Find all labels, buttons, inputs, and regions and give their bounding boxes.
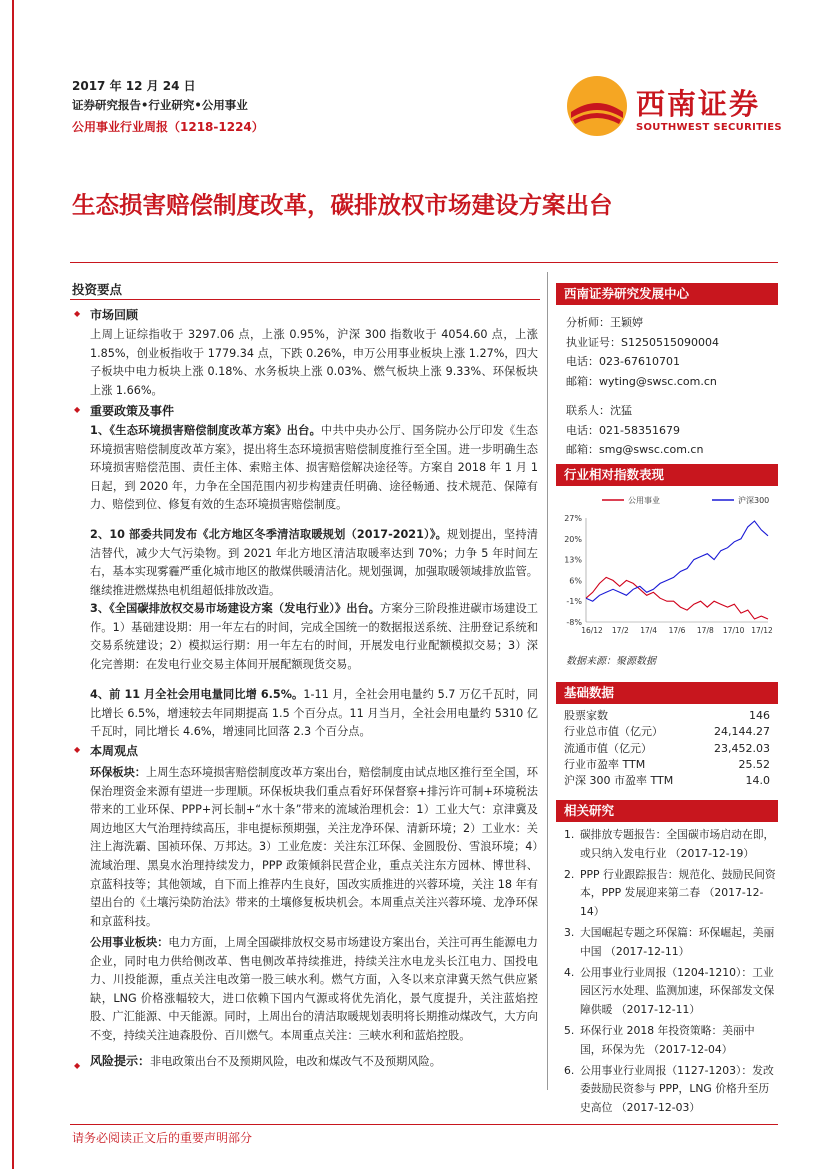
highlights-divider bbox=[70, 299, 540, 300]
report-series: 公用事业行业周报（1218-1224） bbox=[72, 120, 264, 134]
policy-item-4-text: 1-11 月，全社会用电量约 5.7 万亿千瓦时，同比增长 6.5%，增速较去年同期提高 1.5 个百分点。11 月当月，全社会用电量约 5310 亿千瓦时，同比增长 4.6%，增速同比回落 2.3 个百分点。 bbox=[90, 688, 538, 739]
research-center-header: 西南证券研究发展中心 bbox=[556, 283, 778, 305]
x-tick-label: 17/10 bbox=[722, 626, 745, 635]
utility-sector-view bbox=[90, 934, 538, 1046]
y-tick-label: 20% bbox=[564, 534, 582, 544]
basic-data-key: 流通市值（亿元） bbox=[564, 741, 652, 755]
policy-item-3-lead: 3、《全国碳排放权交易市场建设方案（发电行业）》出台。 bbox=[90, 602, 381, 615]
weekly-view-heading: ◆ 本周观点 bbox=[90, 742, 138, 759]
env-sector-view bbox=[90, 764, 538, 931]
env-sector-text: 上周生态环境损害赔偿制度改革方案出台，赔偿制度由试点地区推行至全国，环保治理资金来源有望进一步理顺。环保板块我们重点看好环保督察+排污许可制+环境税法带来的工业环保、PPP+河长制+“水十条”带来的流域治理机会：1）工业大气：京津冀及周边地区大气治理持续高压，非电提标预期强，关注龙净环保、清新环境；2）工业水：关注上海洗霸、国祯环保、万邦达。3）工业危废：关注东江环保、金圆股份、雪浪环境；4）流域治理、黑臭水治理持续发力，PPP 政策倾斜民营企业，重点关注东方园林、博世科、京蓝科技等；其他领域，自下而上推荐内生良好，国改实质推进的兴蓉环境，关注 18 年有望出台的《土壤污染防治法》带来的土壤修复板块机会。本周重点关注兴蓉环境、龙净环保和京蓝科技。 bbox=[90, 766, 538, 928]
utility-sector-text: 电力方面，上周全国碳排放权交易市场建设方案出台，关注可再生能源电力企业，同时电力供给侧改革、售电侧改革持续推进，持续关注水电龙头长江电力、国投电力、川投能源，重点关注电改第一股三峡水利。燃气方面，入冬以来京津冀天然气供应紧缺，LNG 价格涨幅较大，进口依赖下国内气源或将优先消化，景气度提升，关注蓝焰控股、广汇能源、中天能源。同时，上周出台的清洁取暖规划表明将长期推动煤改气，大方向不变，持续关注迪森股份、百川燃气。本周重点关注：三峡水利和蓝焰控股。 bbox=[90, 936, 538, 1042]
policy-events-heading: ◆ 重要政策及事件 bbox=[90, 402, 174, 419]
footer-disclaimer: 请务必阅读正文后的重要声明部分 bbox=[72, 1131, 253, 1145]
legend-label: 公用事业 bbox=[628, 496, 660, 505]
series-line bbox=[586, 577, 768, 619]
related-research-item[interactable] bbox=[564, 924, 776, 962]
env-sector-lead: 环保板块： bbox=[90, 766, 146, 779]
y-tick-label: 13% bbox=[564, 555, 582, 565]
footer-divider bbox=[70, 1124, 778, 1125]
y-tick-label: 27% bbox=[564, 514, 582, 523]
report-date: 2017 年 12 月 24 日 bbox=[72, 79, 196, 93]
brand-logo-icon bbox=[565, 74, 629, 138]
basic-data-row bbox=[564, 724, 770, 740]
basic-data-table bbox=[564, 708, 770, 789]
basic-data-key: 股票家数 bbox=[564, 709, 608, 722]
related-item-title: PPP 行业跟踪报告：规范化、鼓励民间资本，PPP 发展迎来第二春 （2017-12-14） bbox=[580, 867, 776, 919]
x-tick-label: 17/12 bbox=[751, 626, 773, 635]
related-item-title: 公用事业行业周报（1204-1210）：工业园区污水处理、监测加速，环保部发文保障供暖 （2017-12-11） bbox=[580, 965, 775, 1017]
related-research-list bbox=[564, 826, 776, 1120]
related-item-number: 3. bbox=[564, 925, 575, 939]
related-research-item[interactable] bbox=[564, 1062, 776, 1118]
basic-data-value: 23,452.03 bbox=[714, 741, 770, 755]
related-item-number: 1. bbox=[564, 828, 575, 841]
policy-item-2-lead: 2、10 部委共同发布《北方地区冬季清洁取暖规划（2017-2021）》。 bbox=[90, 528, 448, 541]
basic-data-value: 14.0 bbox=[745, 774, 770, 788]
risk-warning bbox=[90, 1052, 538, 1072]
basic-data-row bbox=[564, 757, 770, 773]
index-performance-header: 行业相对指数表现 bbox=[556, 464, 778, 486]
title-divider bbox=[70, 262, 778, 263]
risk-lead: ◆ 风险提示： bbox=[90, 1054, 150, 1068]
policy-item-4-lead: 4、前 11 月全社会用电量同比增 6.5%。 bbox=[90, 688, 304, 701]
x-tick-label: 17/4 bbox=[640, 626, 658, 635]
analyst-info bbox=[566, 313, 719, 460]
y-tick-label: -8% bbox=[566, 618, 582, 627]
policy-item-4 bbox=[90, 686, 538, 742]
policy-item-3 bbox=[90, 600, 538, 674]
relative-index-chart bbox=[556, 490, 778, 640]
related-item-title: 公用事业行业周报（1127-1203）：发改委鼓励民资参与 PPP，LNG 价格升至历史高位 （2017-12-03） bbox=[580, 1063, 774, 1115]
basic-data-value: 24,144.27 bbox=[714, 725, 770, 739]
investment-highlights-heading: 投资要点 bbox=[72, 282, 123, 297]
basic-data-key: 沪深 300 市盈率 TTM bbox=[564, 774, 674, 788]
analyst-name: 分析师：王颖婷 bbox=[566, 316, 643, 329]
series-line bbox=[586, 521, 768, 601]
x-tick-label: 17/6 bbox=[668, 626, 686, 635]
x-tick-label: 16/12 bbox=[581, 626, 603, 635]
analyst-license: 执业证号：S1250515090004 bbox=[566, 335, 719, 349]
policy-item-1-text: 中共中央办公厅、国务院办公厅印发《生态环境损害赔偿制度改革方案》，提出将生态环境损害赔偿制度推行至全国。进一步明确生态环境损害赔偿范围、责任主体、索赔主体、损害赔偿解决途径等。方案自 2018 年 1 月 1 日起，到 2020 年，力争在全国范围内初步构建责任明确、途径畅通、技术规范、保障有力、赔偿到位、修复有效的生态环境损害赔偿制度。 bbox=[90, 424, 538, 512]
basic-data-row bbox=[564, 741, 770, 757]
basic-data-key: 行业市盈率 TTM bbox=[564, 757, 646, 771]
basic-data-value: 146 bbox=[749, 709, 770, 722]
related-research-item[interactable] bbox=[564, 866, 776, 922]
risk-text: 非电政策出台不及预期风险，电改和煤改气不及预期风险。 bbox=[150, 1055, 441, 1068]
related-research-header: 相关研究 bbox=[556, 800, 778, 822]
basic-data-header: 基础数据 bbox=[556, 682, 778, 704]
related-item-number: 2. bbox=[564, 867, 575, 881]
related-research-item[interactable] bbox=[564, 1022, 776, 1060]
related-item-title: 碳排放专题报告：全国碳市场启动在即，或只纳入发电行业 （2017-12-19） bbox=[580, 828, 775, 860]
policy-item-1-lead: 1、《生态环境损害赔偿制度改革方案》出台。 bbox=[90, 424, 322, 437]
brand-name-en: SOUTHWEST SECURITIES bbox=[636, 122, 782, 133]
analyst-phone: 电话：023-67610701 bbox=[566, 355, 680, 368]
policy-item-1 bbox=[90, 422, 538, 515]
utility-sector-lead: 公用事业板块： bbox=[90, 936, 169, 949]
market-review-text: 上周上证综指收于 3297.06 点，上涨 0.95%，沪深 300 指数收于 4054.60 点，上涨 1.85%，创业板指收于 1779.34 点，下跌 0.26%，申万公用事业板块上涨 1.27%，四大子板块中电力板块上涨 0.18%、水务板块上涨 0.03%、燃气板块上涨 9.33%、环保板块上涨 1.66%。 bbox=[90, 328, 538, 397]
related-item-number: 6. bbox=[564, 1063, 575, 1077]
related-item-title: 大国崛起专题之环保篇：环保崛起，美丽中国 （2017-12-11） bbox=[580, 925, 775, 958]
x-tick-label: 17/2 bbox=[611, 626, 629, 635]
page-title: 生态损害赔偿制度改革，碳排放权市场建设方案出台 bbox=[72, 191, 613, 219]
contact-name: 联系人：沈猛 bbox=[566, 404, 632, 417]
chart-source: 数据来源：聚源数据 bbox=[566, 656, 656, 667]
policy-item-3-text: 方案分三阶段推进碳市场建设工作。1）基础建设期：用一年左右的时间，完成全国统一的数据报送系统、注册登记系统和交易系统建设；2）模拟运行期：用一年左右的时间，开展发电行业配额模拟交易；3）深化完善期：在发电行业交易主体间开展配额现货交易。 bbox=[90, 602, 538, 671]
report-category: 证券研究报告•行业研究•公用事业 bbox=[72, 98, 248, 112]
related-item-number: 5. bbox=[564, 1023, 575, 1037]
basic-data-row bbox=[564, 773, 770, 789]
y-tick-label: 6% bbox=[569, 576, 582, 586]
contact-email: 邮箱：smg@swsc.com.cn bbox=[566, 443, 704, 456]
policy-item-2 bbox=[90, 526, 538, 600]
brand-name: 西南证券 bbox=[636, 87, 761, 121]
related-item-number: 4. bbox=[564, 965, 575, 979]
basic-data-row bbox=[564, 708, 770, 724]
left-accent-bar bbox=[12, 0, 14, 1169]
related-research-item[interactable] bbox=[564, 826, 776, 864]
related-item-title: 环保行业 2018 年投资策略：美丽中国，环保为先 （2017-12-04） bbox=[580, 1023, 755, 1056]
x-tick-label: 17/8 bbox=[696, 626, 714, 635]
basic-data-key: 行业总市值（亿元） bbox=[564, 725, 663, 739]
market-review-heading: ◆ 市场回顾 bbox=[90, 306, 138, 323]
legend-label: 沪深300 bbox=[738, 496, 770, 505]
column-divider bbox=[547, 272, 548, 1090]
analyst-email: 邮箱：wyting@swsc.com.cn bbox=[566, 374, 717, 388]
y-tick-label: -1% bbox=[566, 597, 582, 607]
contact-phone: 电话：021-58351679 bbox=[566, 423, 680, 437]
policy-item-2-text: 规划提出，坚持清洁替代，减少大气污染物。到 2021 年北方地区清洁取暖率达到 70%；力争 5 年时间左右，基本实现雾霾严重化城市地区的散煤供暖清洁化。规划强调，加强取暖领域排放监管。继续推进燃煤热电机组超低排放改造。 bbox=[90, 528, 538, 597]
related-research-item[interactable] bbox=[564, 964, 776, 1020]
basic-data-value: 25.52 bbox=[738, 757, 770, 771]
